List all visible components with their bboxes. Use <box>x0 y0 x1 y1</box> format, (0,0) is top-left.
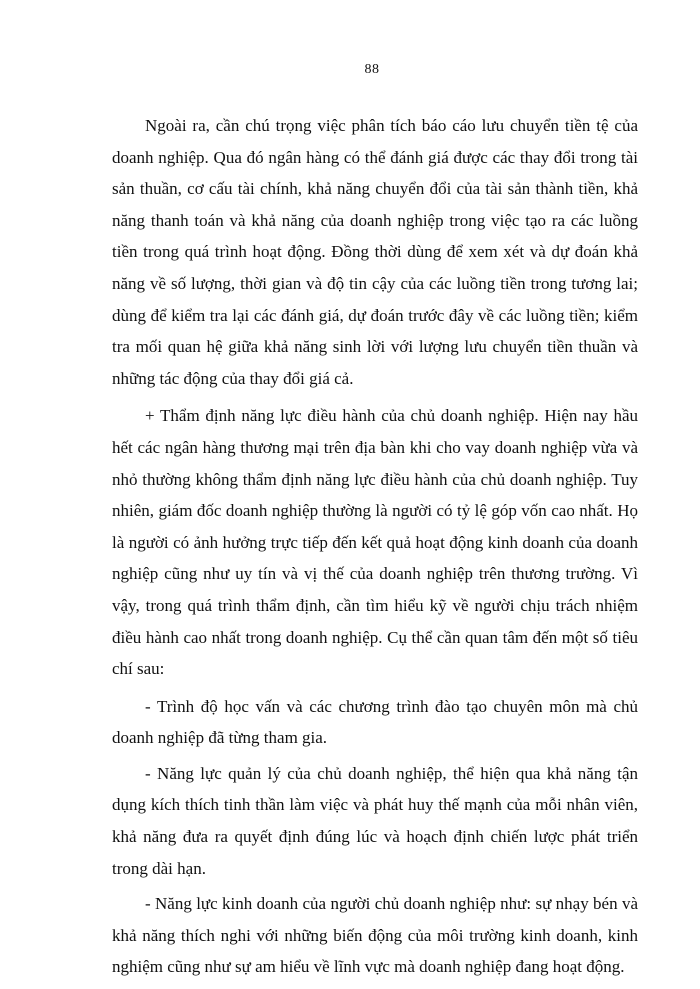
page-number: 88 <box>364 62 380 77</box>
paragraph-owner-capability: + Thẩm định năng lực điều hành của chủ doanh nghiệp. Hiện nay hầu hết các ngân hàng thương mại trên địa bàn khi cho vay doanh nghiệp vừa và nhỏ thường không thẩm định năng lực điều hành của chủ doanh nghiệp. Tuy nhiên, giám đốc doanh nghiệp thường là người có tỷ lệ góp vốn cao nhất. Họ là người có ảnh hưởng trực tiếp đến kết quả hoạt động kinh doanh của doanh nghiệp cũng như uy tín và vị thế của doanh nghiệp trên thương trường. Vì vậy, trong quá trình thẩm định, cần tìm hiểu kỹ về người chịu trách nhiệm điều hành cao nhất trong doanh nghiệp. Cụ thể cần quan tâm đến một số tiêu chí sau: <box>112 406 638 679</box>
paragraph-business-criterion: - Năng lực kinh doanh của người chủ doanh nghiệp như: sự nhạy bén và khả năng thích nghi với những biến động của môi trường kinh doanh, kinh nghiệm cũng như sự am hiểu về lĩnh vực mà doanh nghiệp đang hoạt động. <box>112 894 638 977</box>
body-text <box>112 110 638 989</box>
paragraph-education-criterion: - Trình độ học vấn và các chương trình đào tạo chuyên môn mà chủ doanh nghiệp đã từng tham gia. <box>112 696 638 748</box>
paragraph-management-criterion: - Năng lực quản lý của chủ doanh nghiệp, thể hiện qua khả năng tận dụng kích thích tinh thần làm việc và phát huy thế mạnh của mỗi nhân viên, khả năng đưa ra quyết định đúng lúc và hoạch định chiến lược phát triển trong dài hạn. <box>112 763 638 878</box>
paragraph-cash-flow-analysis: Ngoài ra, cần chú trọng việc phân tích báo cáo lưu chuyển tiền tệ của doanh nghiệp. Qua đó ngân hàng có thể đánh giá được các thay đổi trong tài sản thuần, cơ cấu tài chính, khả năng chuyển đổi của tài sản thành tiền, khả năng thanh toán và khả năng của doanh nghiệp trong việc tạo ra các luồng tiền trong quá trình hoạt động. Đồng thời dùng để xem xét và dự đoán khả năng về số lượng, thời gian và độ tin cậy của các luồng tiền trong tương lai; dùng để kiểm tra lại các đánh giá, dự đoán trước đây về các luồng tiền; kiểm tra mối quan hệ giữa khả năng sinh lời với lượng lưu chuyển tiền thuần và những tác động của thay đổi giá cả. <box>112 116 638 388</box>
